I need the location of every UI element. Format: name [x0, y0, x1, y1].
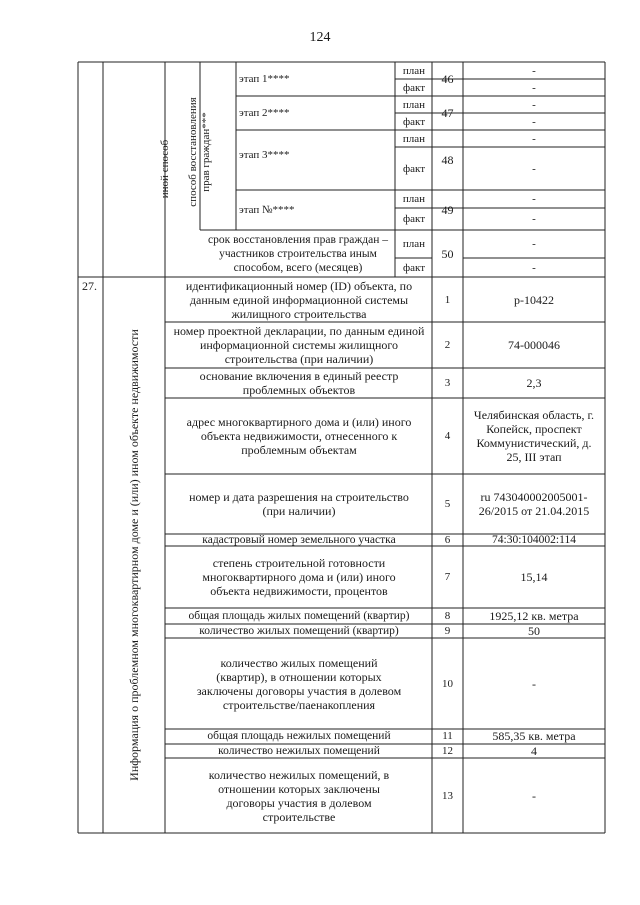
stage-1-number: 46 — [441, 72, 454, 86]
row-1-value: р-10422 — [514, 292, 554, 307]
row-8-value: 1925,12 кв. метра — [489, 609, 579, 623]
row-8-number: 8 — [444, 610, 451, 622]
stage-n-label: этап №**** — [239, 204, 295, 216]
stage-2-number: 47 — [441, 106, 454, 120]
section-number: 27. — [82, 279, 97, 293]
row-9-number: 9 — [444, 624, 451, 637]
row-2-label: номер проектной декларации, по данным единой информационной системы жилищного строительства (при наличии) — [173, 324, 425, 366]
stage-1-fact-value: - — [532, 81, 536, 94]
stage-1-label: этап 1**** — [239, 73, 290, 85]
row-13-number: 13 — [442, 789, 453, 802]
row-11-value: 585,35 кв. метра — [492, 729, 576, 743]
row-12-number: 12 — [442, 744, 453, 757]
row-11-label: общая площадь нежилых помещений — [207, 730, 391, 742]
stage-2-fact-value: - — [532, 115, 536, 128]
row-7-number: 7 — [444, 571, 451, 583]
row-6-value: 74:30:104002:114 — [492, 534, 576, 546]
row-3-value: 2,3 — [526, 376, 542, 390]
row-10-label: количество жилых помещений (квартир), в отношении которых заключены договоры участия в долевом строительстве/паенакопления — [196, 655, 402, 712]
stage-3-number: 48 — [441, 153, 454, 167]
row-4-label: адрес многоквартирного дома и (или) иного объекта недвижимости, отнесенного к проблемным объектам — [186, 415, 412, 457]
row-6-number: 6 — [444, 534, 451, 546]
row-4-value: Челябинская область, г. Копейск, проспект Коммунистический, д. 25, III этап — [473, 408, 595, 464]
stage-1-plan-value: - — [532, 64, 536, 77]
page-number: 124 — [309, 30, 331, 45]
row-5-label: номер и дата разрешения на строительство (при наличии) — [189, 490, 409, 518]
row-12-label: количество нежилых помещений — [218, 744, 380, 757]
row-5-value: ru 743040002005001-26/2015 от 21.04.2015 — [478, 490, 590, 518]
stage-3-plan-value: - — [532, 132, 536, 145]
row-9-value: 50 — [528, 623, 540, 638]
stage-n-fact-value: - — [532, 213, 536, 225]
row-3-label: основание включения в единый реестр проблемных объектов — [199, 369, 399, 397]
row-2-number: 2 — [444, 339, 451, 351]
row-2-value: 74-000046 — [508, 338, 560, 352]
term-number: 50 — [441, 246, 454, 261]
row-9-label: количество жилых помещений (квартир) — [199, 624, 399, 637]
stage-1-plan-label: план — [402, 64, 426, 77]
term-plan-label: план — [402, 238, 426, 250]
stage-3-fact-label: факт — [402, 162, 426, 175]
row-7-label: степень строительной готовности многоквартирного дома и (или) иного объекта недвижимости, процентов — [202, 556, 396, 598]
stage-2-plan-label: план — [402, 98, 426, 111]
row-13-value: - — [532, 788, 536, 803]
stage-3-plan-label: план — [402, 132, 426, 145]
stage-n-fact-label: факт — [402, 213, 426, 225]
row-7-value: 15,14 — [520, 570, 548, 584]
term-plan-value: - — [532, 238, 536, 250]
stage-2-fact-label: факт — [402, 115, 426, 128]
stage-3-label: этап 3**** — [239, 149, 290, 161]
row-12-value: 4 — [531, 743, 537, 758]
row-4-number: 4 — [444, 430, 451, 442]
stage-n-number: 49 — [441, 203, 454, 217]
stage-3-fact-value: - — [532, 162, 536, 175]
stage-n-plan-value: - — [532, 193, 536, 205]
stage-2-plan-value: - — [532, 98, 536, 111]
other-method-label: иной способ — [159, 139, 171, 199]
row-1-label: идентификационный номер (ID) объекта, по данным единой информационной системы жилищного строительства — [185, 278, 413, 321]
row-11-number: 11 — [442, 730, 453, 742]
term-fact-value: - — [532, 261, 536, 274]
restoration-method-label: способ восстановления прав граждан*** — [187, 97, 212, 207]
row-1-number: 1 — [444, 293, 451, 306]
row-13-label: количество нежилых помещений, в отношении которых заключены договоры участия в долевом строительстве — [208, 767, 390, 824]
row-5-number: 5 — [444, 498, 451, 510]
row-6-label: кадастровый номер земельного участка — [202, 534, 396, 546]
row-10-value: - — [532, 676, 536, 691]
stage-1-fact-label: факт — [402, 81, 426, 94]
stage-2-label: этап 2**** — [239, 107, 290, 119]
row-10-number: 10 — [442, 677, 453, 690]
stage-n-plan-label: план — [402, 193, 426, 205]
term-fact-label: факт — [402, 261, 426, 274]
term-label: срок восстановления прав граждан – участников строительства иным способом, всего (месяцев) — [208, 233, 388, 274]
row-8-label: общая площадь жилых помещений (квартир) — [188, 610, 410, 622]
section-title: Информация о проблемном многоквартирном доме и (или) ином объекте недвижимости — [127, 329, 141, 781]
row-3-number: 3 — [444, 377, 451, 389]
